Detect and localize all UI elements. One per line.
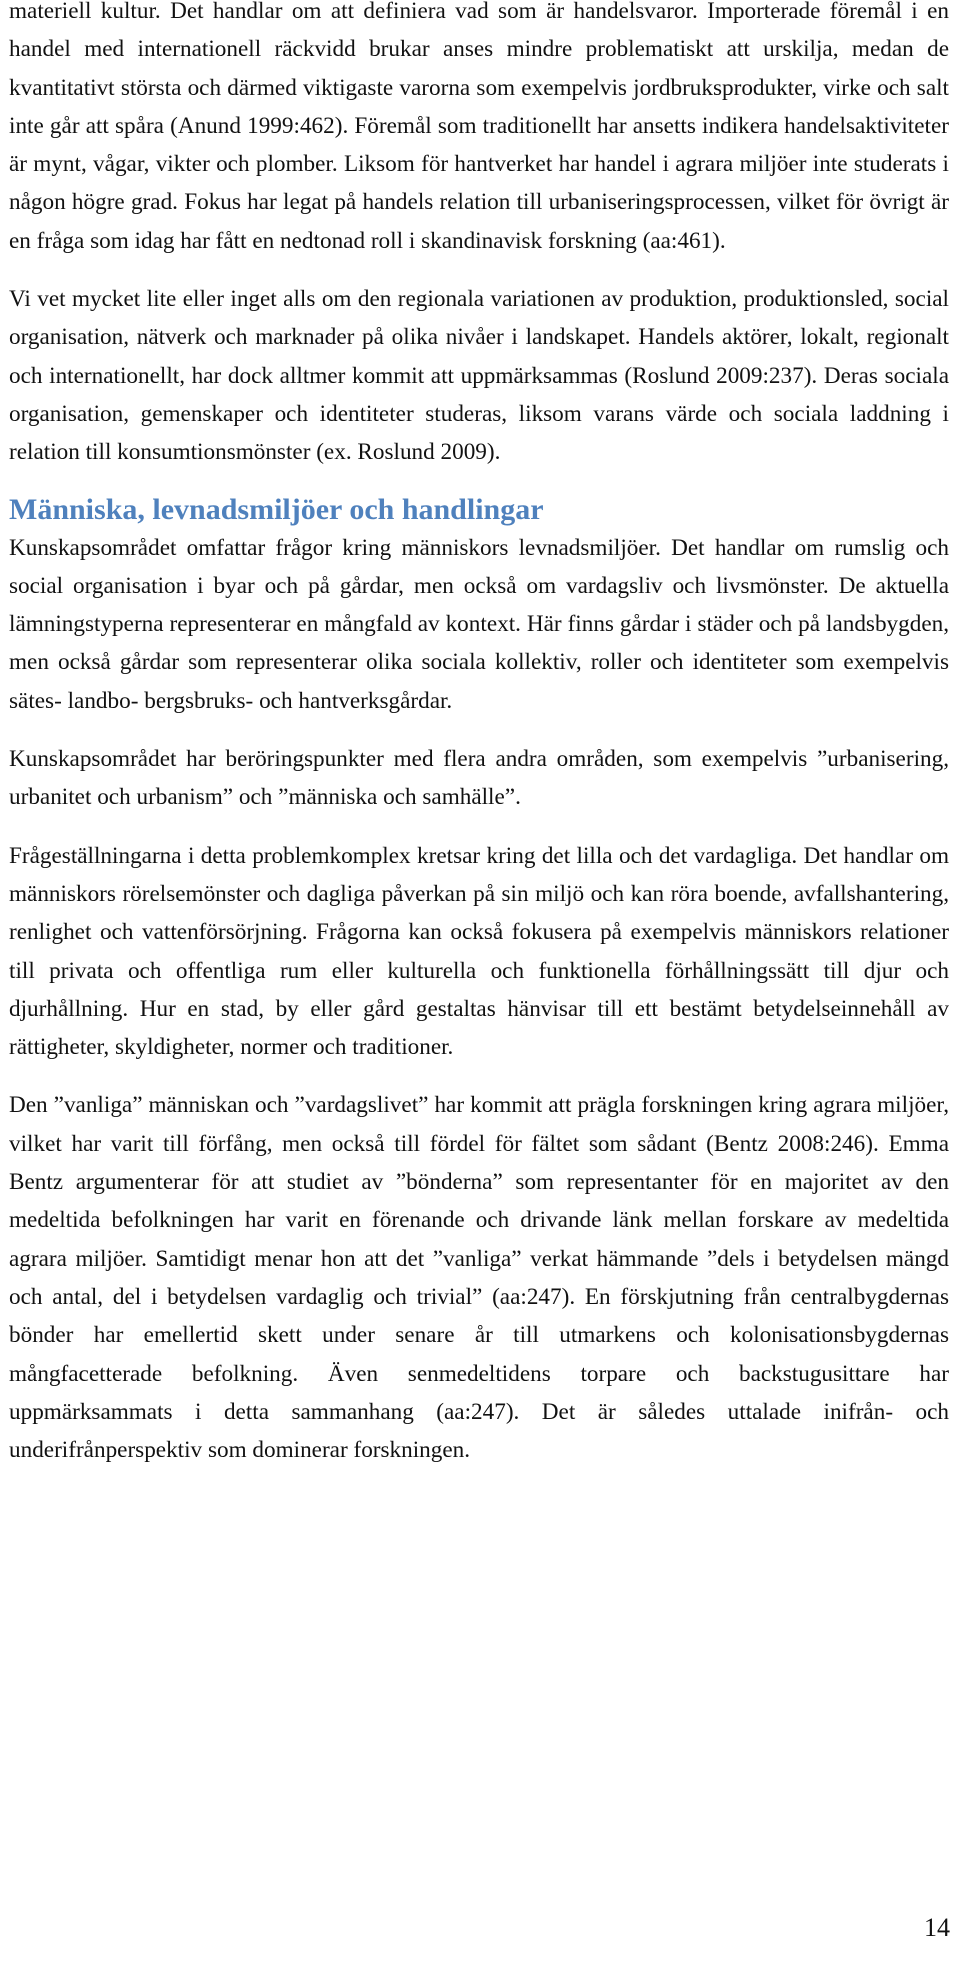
paragraph-beroringspunkter: Kunskapsområdet har beröringspunkter med flera andra områden, som exempelvis ”urbanisering, urbanitet och urbanism” och ”människa och samhälle”. [9,746,949,811]
paragraph-vanliga-manniskan: Den ”vanliga” människan och ”vardagslivet” har kommit att prägla forskningen kring agrara miljöer, vilket har varit till förfång, men också till fördel för fältet som sådant (Bentz 2008:246). Emma Bentz argumenterar för att studiet av ”bönderna” som representanter för en majoritet av den medeltida befolkningen har varit en förenande och drivande länk mellan forskare av medeltida agrara miljöer. Samtidigt menar hon att det ”vanliga” verkat hämmande ”dels i betydelsen mängd och antal, del i betydelsen vardaglig och trivial” (aa:247). En förskjutning från centralbygdernas bönder har emellertid skett under senare år till utmarkens och kolonisationsbygdernas mångfacetterade befolkning. Även senmedeltidens torpare och backstugusittare har uppmärksammats i detta sammanhang (aa:247). Det är således uttalade inifrån- och underifrånperspektiv som dominerar forskningen. [9,1092,949,1464]
paragraph-regional-variation: Vi vet mycket lite eller inget alls om den regionala variationen av produktion, produktionsled, social organisation, nätverk och marknader på olika nivåer i landskapet. Handels aktörer, lokalt, regionalt och internationellt, har dock alltmer kommit att uppmärksammas (Roslund 2009:237). Deras sociala organisation, gemenskaper och identiteter studeras, liksom varans värde och sociala laddning i relation till konsumtionsmönster (ex. Roslund 2009). [9,286,949,466]
paragraph-kunskapsomradet: Kunskapsområdet omfattar frågor kring människors levnadsmiljöer. Det handlar om rumslig och social organisation i byar och på gårdar, men också om vardagsliv och livsmönster. De aktuella lämningstyperna representerar en mångfald av kontext. Här finns gårdar i städer och på landsbygden, men också gårdar som representerar olika sociala kollektiv, roller och identiteter som exempelvis sätes- landbo- bergsbruks- och hantverksgårdar. [9,534,949,714]
document-page [9,0,949,1469]
paragraph-handelsvaror: materiell kultur. Det handlar om att definiera vad som är handelsvaror. Importerade föremål i en handel med internationell räckvidd brukar anses mindre problematiskt att urskilja, medan de kvantitativt största och därmed viktigaste varorna som exempelvis jordbruksprodukter, virke och salt inte går att spåra (Anund 1999:462). Föremål som traditionellt har ansetts indikera handelsaktiviteter är mynt, vågar, vikter och plomber. Liksom för hantverket har handel i agrara miljöer inte studerats i någon högre grad. Fokus har legat på handels relation till urbaniseringsprocessen, vilket för övrigt är en fråga som idag har fått en nedtonad roll i skandinavisk forskning (aa:461). [9,0,949,254]
page-number: 14 [924,1913,950,1942]
section-heading: Människa, levnadsmiljöer och handlingar [9,492,544,526]
paragraph-fragestallningar: Frågeställningarna i detta problemkomplex kretsar kring det lilla och det vardagliga. Det handlar om människors rörelsemönster och dagliga påverkan på sin miljö och kan röra boende, avfallshantering, renlighet och vattenförsörjning. Frågorna kan också fokusera på exempelvis människors relationer till privata och offentliga rum eller kulturella och funktionella förhållningssätt till djur och djurhållning. Hur en stad, by eller gård gestaltas hänvisar till ett bestämt betydelseinnehåll av rättigheter, skyldigheter, normer och traditioner. [9,842,949,1061]
